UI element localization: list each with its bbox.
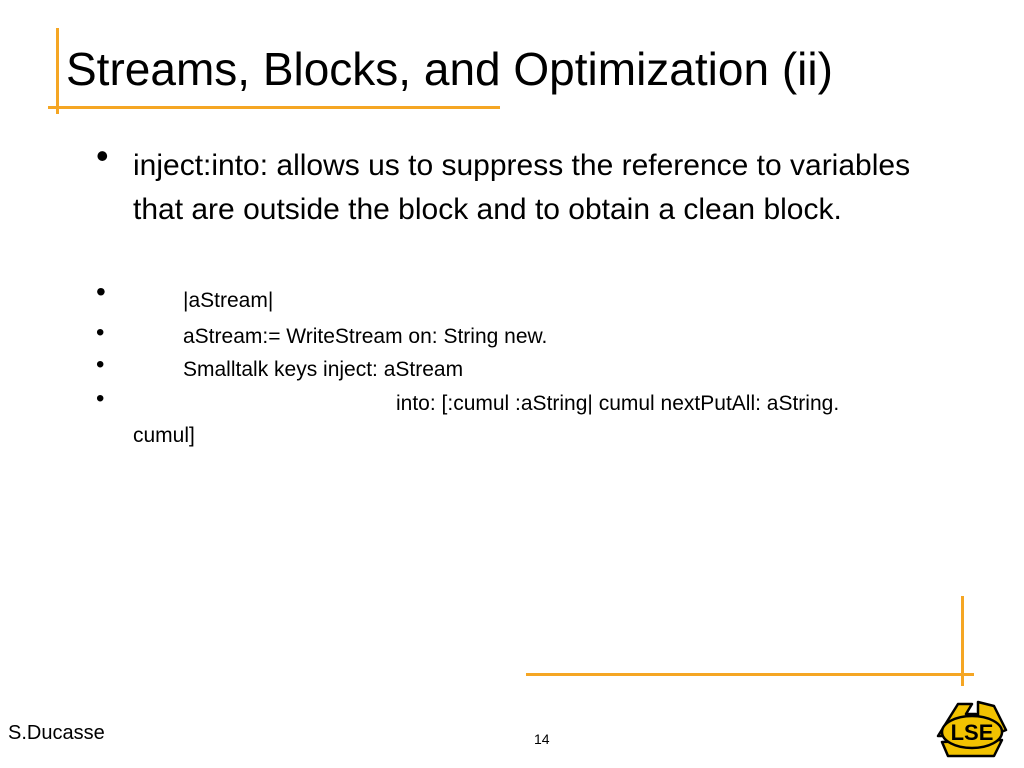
- slide-title: Streams, Blocks, and Optimization (ii): [66, 43, 833, 95]
- title-accent-horizontal-rule: [48, 106, 500, 109]
- corner-accent-horizontal-rule: [526, 673, 974, 676]
- lse-recycle-logo-icon: [932, 696, 1010, 762]
- bullet-marker: •: [96, 319, 105, 346]
- page-number: 14: [534, 731, 550, 747]
- code-line-assign-stream: aStream:= WriteStream on: String new.: [183, 325, 548, 348]
- bullet-marker: •: [96, 135, 109, 176]
- bullet-text-inject-into: inject:into: allows us to suppress the reference to variables that are outside the block and to obtain a clean block.: [133, 149, 911, 226]
- code-line-temp-declaration: |aStream|: [183, 289, 274, 312]
- footer-author: S.Ducasse: [8, 722, 105, 744]
- code-line-inject: Smalltalk keys inject: aStream: [183, 358, 464, 381]
- bullet-marker: •: [96, 276, 106, 307]
- code-line-into-block-continued: cumul]: [133, 424, 195, 447]
- title-accent-vertical-rule: [56, 28, 59, 114]
- bullet-marker: •: [96, 351, 105, 378]
- code-line-into-block: into: [:cumul :aString| cumul nextPutAll: aString.: [396, 392, 840, 415]
- bullet-marker: •: [96, 385, 105, 412]
- logo-text: LSE: [950, 720, 994, 745]
